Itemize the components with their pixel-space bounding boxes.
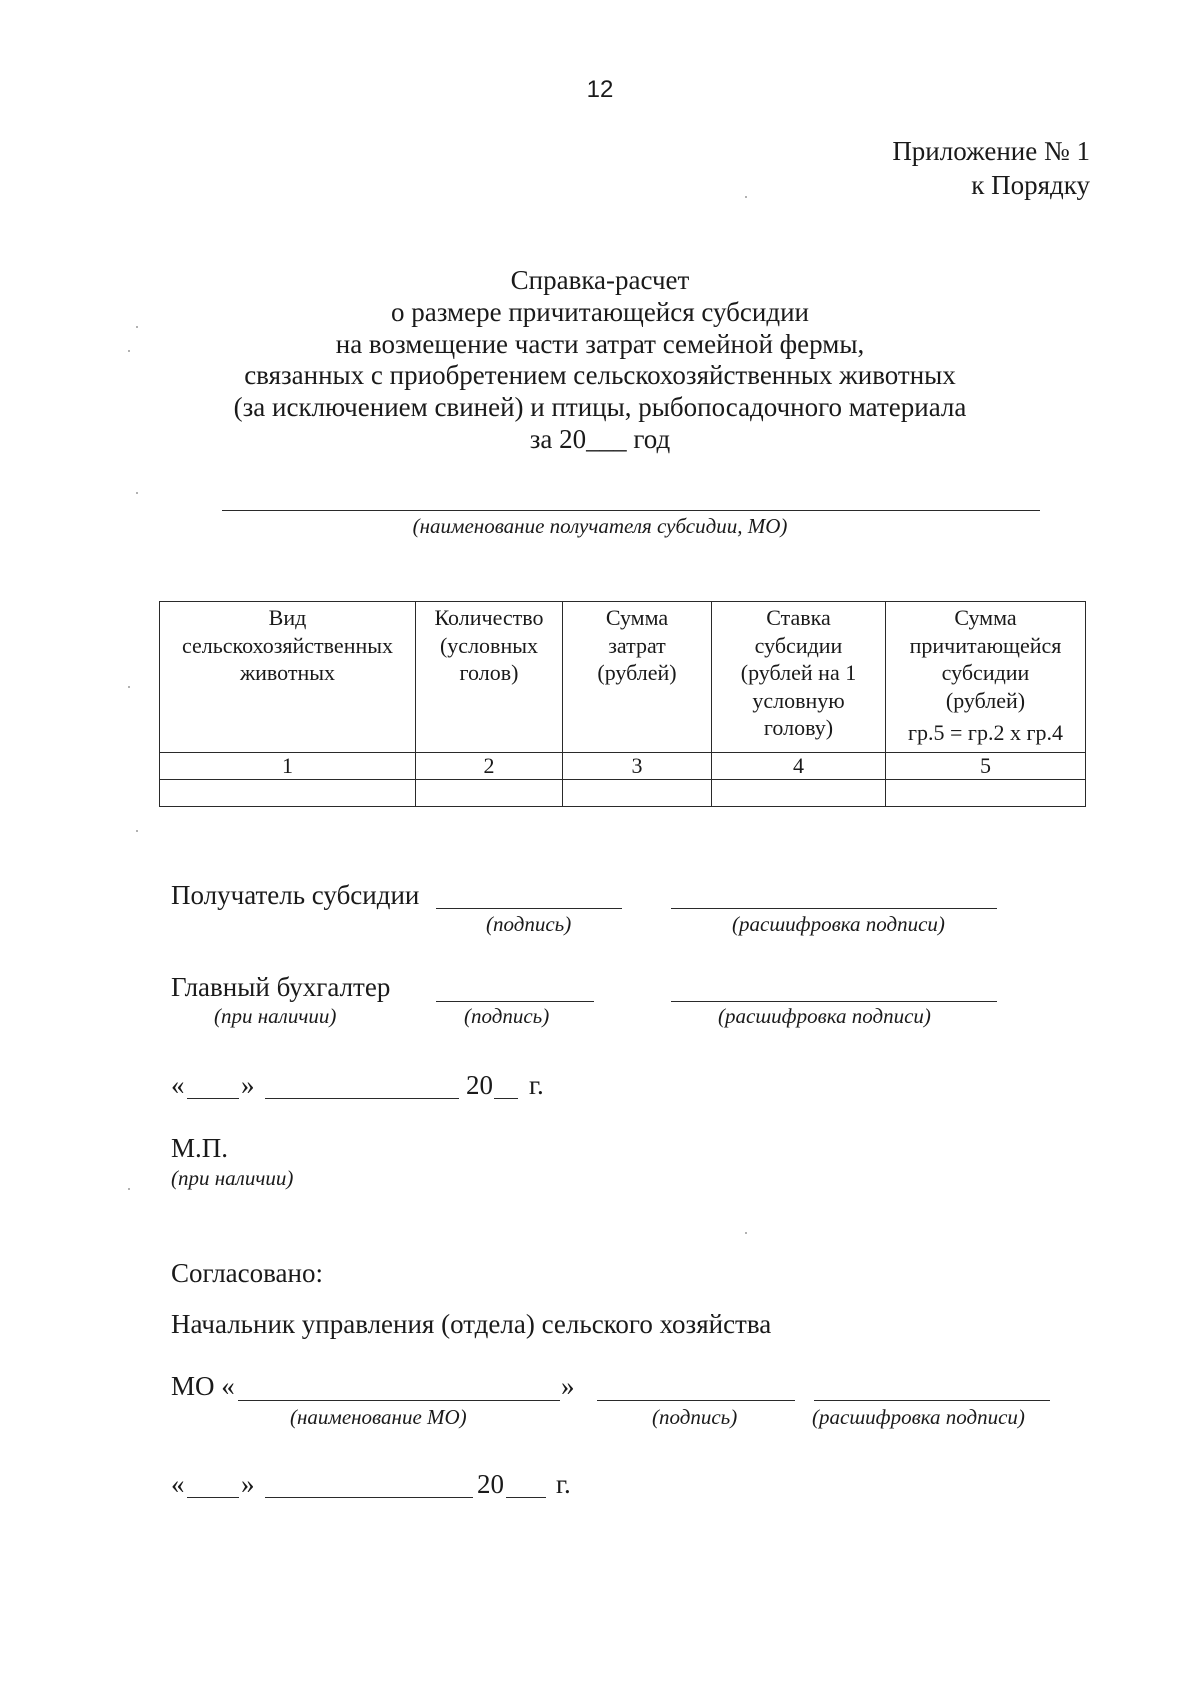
column-number: 2 — [416, 753, 563, 780]
column-number: 4 — [712, 753, 886, 780]
title-line: о размере причитающейся субсидии — [391, 296, 809, 327]
scan-speck — [128, 350, 130, 352]
date2-year-line[interactable] — [506, 1497, 546, 1498]
date2-open-quote: « — [171, 1469, 185, 1499]
stamp-label: М.П. — [171, 1133, 229, 1163]
date2-month-line[interactable] — [265, 1497, 473, 1498]
title-line: связанных с приобретением сельскохозяйственных животных — [244, 360, 956, 391]
accountant-label: Главный бухгалтер — [171, 972, 391, 1002]
head-decoding-line[interactable] — [814, 1400, 1050, 1401]
recipient-signature-caption: (подпись) — [486, 912, 572, 936]
empty-cell[interactable] — [416, 780, 563, 807]
head-decoding-caption: (расшифровка подписи) — [812, 1405, 1025, 1429]
title-line: на возмещение части затрат семейной фермы, — [335, 328, 865, 359]
head-signature-caption: (подпись) — [652, 1405, 738, 1429]
agriculture-head-title: Начальник управления (отдела) сельского хозяйства — [171, 1309, 772, 1339]
title-line: Справка-расчет — [510, 265, 690, 295]
scan-speck — [128, 686, 130, 688]
date-suffix: г. — [529, 1070, 544, 1100]
appendix-line-2: к Порядку — [971, 170, 1090, 200]
recipient-label: Получатель субсидии — [171, 880, 420, 910]
date-year-line[interactable] — [494, 1098, 518, 1099]
accountant-signature-caption: (подпись) — [464, 1004, 550, 1028]
appendix-line-1: Приложение № 1 — [892, 136, 1090, 166]
scan-speck — [745, 196, 747, 198]
accountant-decoding-caption: (расшифровка подписи) — [718, 1004, 931, 1028]
agreed-label: Согласовано: — [171, 1258, 323, 1288]
mo-close-quote: » — [561, 1371, 575, 1401]
scan-speck — [136, 830, 138, 832]
page-number: 12 — [586, 76, 614, 103]
subsidy-table — [159, 601, 1086, 807]
head-signature-line[interactable] — [597, 1400, 795, 1401]
date2-day-line[interactable] — [187, 1497, 239, 1498]
date-open-quote: « — [171, 1070, 185, 1100]
empty-cell[interactable] — [886, 780, 1086, 807]
scan-speck — [128, 1188, 130, 1190]
title-line: за 20___ год — [529, 423, 671, 454]
date2-close-quote: » — [241, 1469, 255, 1499]
accountant-decoding-line[interactable] — [671, 1001, 997, 1002]
date-year-prefix: 20 — [466, 1070, 493, 1100]
date-close-quote: » — [241, 1070, 255, 1100]
header-cell-quantity: Количество (условных голов) — [416, 602, 563, 753]
empty-cell[interactable] — [160, 780, 416, 807]
scan-speck — [136, 492, 138, 494]
column-number-row — [160, 753, 1086, 780]
header-cell-costs: Сумма затрат (рублей) — [563, 602, 712, 753]
date-month-line[interactable] — [265, 1098, 459, 1099]
column-number: 5 — [886, 753, 1086, 780]
column-number: 1 — [160, 753, 416, 780]
accountant-note: (при наличии) — [214, 1004, 337, 1028]
recipient-name-line[interactable] — [222, 510, 1040, 511]
column-number: 3 — [563, 753, 712, 780]
appendix-reference — [892, 134, 1090, 202]
table-row[interactable] — [160, 780, 1086, 807]
mo-name-line[interactable] — [238, 1400, 560, 1401]
recipient-decoding-caption: (расшифровка подписи) — [732, 912, 945, 936]
empty-cell[interactable] — [712, 780, 886, 807]
date2-year-prefix: 20 — [477, 1469, 504, 1499]
table-header-row — [160, 602, 1086, 753]
title-line: (за исключением свиней) и птицы, рыбопосадочного материала — [233, 392, 967, 423]
recipient-decoding-line[interactable] — [671, 908, 997, 909]
recipient-signature-line[interactable] — [436, 908, 622, 909]
header-cell-subsidy-amount: Сумма причитающейся субсидии (рублей) гр.5 = гр.2 х гр.4 — [886, 602, 1086, 753]
header-cell-animal-type: Вид сельскохозяйственных животных — [160, 602, 416, 753]
mo-label: МО « — [171, 1371, 235, 1401]
formula-text: гр.5 = гр.2 х гр.4 — [908, 719, 1063, 745]
date2-suffix: г. — [556, 1469, 571, 1499]
header-cell-rate: Ставка субсидии (рублей на 1 условную голову) — [712, 602, 886, 753]
accountant-signature-line[interactable] — [436, 1001, 594, 1002]
scan-speck — [745, 1232, 747, 1234]
mo-name-caption: (наименование МО) — [290, 1405, 467, 1429]
document-title — [0, 265, 1200, 456]
empty-cell[interactable] — [563, 780, 712, 807]
scan-speck — [136, 326, 138, 328]
date-day-line[interactable] — [187, 1098, 239, 1099]
recipient-name-caption: (наименование получателя субсидии, МО) — [412, 514, 788, 538]
stamp-note: (при наличии) — [171, 1166, 294, 1190]
